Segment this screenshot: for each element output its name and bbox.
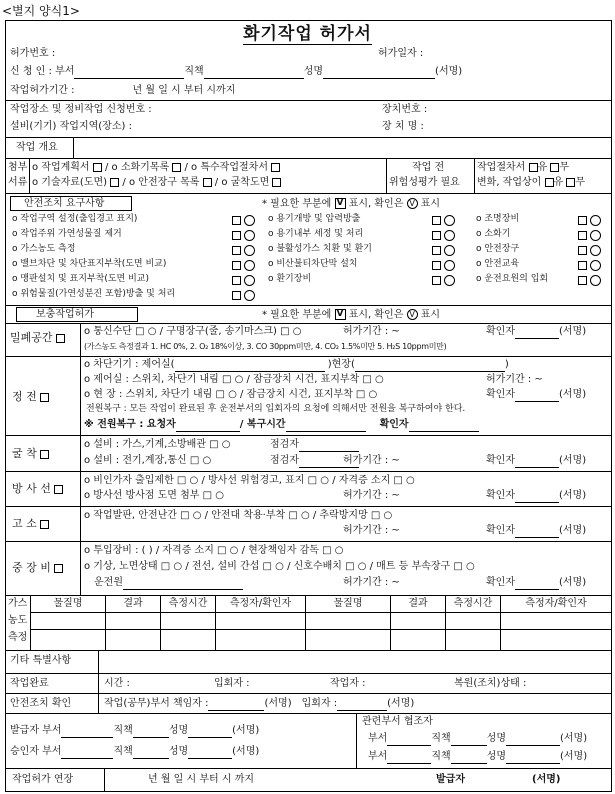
safety-item: o 용기내부 세정 및 처리 <box>268 229 364 239</box>
no-label: 무 <box>575 177 586 188</box>
permit-line: o 제어실 : 스위치, 차단기 내림 □ ○ / 잠금장치 시건, 표지부착 □ ○ <box>84 374 384 385</box>
confirm-field[interactable] <box>515 528 559 538</box>
applicant-sign: (서명) <box>435 66 463 77</box>
position-label: 직책 <box>113 746 133 757</box>
name-label: 성명 <box>486 733 506 744</box>
permit-line <box>84 545 343 558</box>
confirm-label: 확인자 <box>486 577 515 588</box>
safety-title: 안전조치 요구사항 <box>24 198 105 209</box>
checkbox[interactable] <box>545 178 554 187</box>
confirm-field[interactable] <box>515 580 559 590</box>
fill-field[interactable] <box>133 749 169 759</box>
checkbox[interactable] <box>432 246 441 255</box>
permit-label-text: 굴 착 <box>12 447 37 460</box>
risk-label-1: 작업 전 <box>412 162 445 173</box>
confirm-text: 작업(공무)부서 책임자 : <box>104 698 209 709</box>
name-label: 성명 <box>168 725 189 736</box>
confirm-field[interactable] <box>515 329 559 339</box>
checkbox[interactable] <box>529 163 538 172</box>
gas-col-header: 물질명 <box>333 598 363 609</box>
coop-row <box>368 751 587 764</box>
supp-title: 보충작업허가 <box>36 309 94 320</box>
gas-col-header: 측정자/확인자 <box>229 598 292 609</box>
yes-label: 유 <box>553 177 564 188</box>
check-pair[interactable] <box>432 215 455 228</box>
coop-label: 관련부서 협조자 <box>362 716 433 727</box>
gas-col-header: 측정시간 <box>453 598 493 609</box>
permit-line-text: o 차단기기 : 제어실( <box>84 359 175 370</box>
checkbox[interactable] <box>40 520 49 529</box>
permit-line: o 통신수단 □ ○ / 구명장구(줄, 송기마스크) □ ○ <box>84 326 302 337</box>
fill-field[interactable] <box>387 754 431 764</box>
permit-line-text: / 복구시간 <box>239 419 286 430</box>
safety-item: o 비산불티차단막 설치 <box>268 259 358 269</box>
permit-line-text: o 투입장비 : ( <box>84 545 146 556</box>
gas-row-line <box>30 612 612 613</box>
gas-row-line <box>30 629 612 630</box>
fill-field[interactable] <box>387 736 431 746</box>
period-text: 년 월 일 시 부터 시까지 <box>132 85 236 96</box>
form-title <box>0 24 615 45</box>
fill-field[interactable] <box>409 422 479 432</box>
permit-line: o 설비 : 전기,계장,통신 □ ○ <box>84 455 212 466</box>
checkbox[interactable] <box>232 276 241 285</box>
gas-col-header: 결과 <box>123 598 143 609</box>
safety-item: o 불활성가스 치환 및 환기 <box>268 244 372 254</box>
checkbox[interactable] <box>172 163 181 172</box>
attach-item: 기술자료(도면) <box>41 177 108 188</box>
confirm-circle[interactable] <box>244 215 255 226</box>
permit-date-label: 허가일자 : <box>378 48 424 59</box>
sign-label: (서명) <box>232 725 260 736</box>
permit-label-text: 정 전 <box>12 390 37 403</box>
permit-line: o 기상, 노면상태 □ ○ / 전선, 설비 간섭 □ ○ / 신호수배치 □ ○ / 매트 등 부속장구 □ ○ <box>84 561 475 572</box>
permit-label-text: 방 사 선 <box>12 482 51 495</box>
checkbox[interactable] <box>578 246 587 255</box>
attach-item: 안전장구 목록 <box>138 177 200 188</box>
fill-field[interactable] <box>451 736 487 746</box>
permit-line <box>94 577 243 590</box>
period-row <box>10 85 235 98</box>
checkbox[interactable] <box>432 276 441 285</box>
yes-label: 유 <box>537 162 548 173</box>
permit-no-label: 허가번호 : <box>10 48 56 59</box>
checkbox[interactable] <box>550 163 559 172</box>
permit-line <box>84 419 479 432</box>
permit-confirm <box>486 326 586 339</box>
applicant-dept-field[interactable] <box>74 69 184 79</box>
fill-field[interactable] <box>355 362 505 372</box>
sign-label: (서명) <box>264 698 292 709</box>
supp-note <box>262 309 440 322</box>
fill-field[interactable] <box>337 701 387 711</box>
permit-line: o 현 장 : 스위치, 차단기 내림 □ ○ / 잠금장치 시건, 표지부착 □ ○ <box>84 389 378 400</box>
applicant-row <box>10 66 462 79</box>
confirm-label: 확인자 <box>486 389 515 400</box>
applicant-position-field[interactable] <box>204 69 304 79</box>
location-place: 작업장소 및 정비작업 신청번호 : <box>10 104 152 115</box>
fill-field[interactable] <box>61 728 113 738</box>
safety-item: o 안전장구 <box>476 244 520 254</box>
permit-line-text: )현장( <box>324 359 355 370</box>
confirm-circle[interactable] <box>590 245 601 256</box>
sign-label: (서명) <box>558 455 587 466</box>
attach-row-2: o 기술자료(도면) / o 안전장구 목록 / o 굴착도면 <box>32 177 281 190</box>
permit-label-text: 고 소 <box>12 517 37 530</box>
confirm-circle[interactable] <box>244 275 255 286</box>
confirm-circle[interactable] <box>590 275 601 286</box>
complete-time: 시간 : <box>104 678 130 689</box>
approver-row <box>10 746 259 759</box>
permit-period: 허가기간 : ~ <box>343 455 400 466</box>
fill-field[interactable] <box>123 580 243 590</box>
permit-confirm <box>486 577 586 590</box>
checkbox[interactable] <box>110 178 119 187</box>
checkbox[interactable] <box>232 246 241 255</box>
permit-period: 허가기간 : ~ <box>486 374 543 385</box>
sign-label: (서명) <box>558 577 587 588</box>
checkbox[interactable] <box>272 178 281 187</box>
complete-worker: 작업자 : <box>330 678 366 689</box>
attach-item: 소화기목록 <box>120 162 170 173</box>
position-label: 직책 <box>431 733 451 744</box>
sign-label: (서명) <box>387 698 415 709</box>
permit-period: 허가기간 : ~ <box>343 490 400 501</box>
permit-line: o 방사선 방사점 도면 첨부 □ ○ <box>84 490 224 501</box>
checkbox[interactable] <box>40 393 49 402</box>
check-pair[interactable] <box>232 290 255 303</box>
permit-label <box>12 447 49 461</box>
attach-item: 굴착도면 <box>230 177 270 188</box>
permit-line-text: 확인자 <box>379 419 409 430</box>
confirm-circle[interactable] <box>444 230 455 241</box>
location-equip: 설비(기기) 작업지역(장소) : <box>10 121 132 132</box>
fill-field[interactable] <box>188 728 232 738</box>
fill-field[interactable] <box>208 701 264 711</box>
safety-item: o 환기장비 <box>268 274 312 284</box>
check-pair[interactable] <box>432 245 455 258</box>
sign-label: (서명) <box>232 746 260 757</box>
fill-field[interactable] <box>133 728 169 738</box>
form-tag: <별지 양식1> <box>2 4 80 18</box>
note-text: 표시, 확인은 <box>348 309 404 321</box>
safety-note <box>262 198 440 211</box>
confirm-field[interactable] <box>515 392 559 402</box>
approver-label: 승인자 부서 <box>10 746 62 757</box>
confirm-label: 확인자 <box>486 326 515 337</box>
check-pair[interactable] <box>578 215 601 228</box>
confirm-label: 확인자 <box>486 490 515 501</box>
circled-v-icon: V <box>407 309 418 320</box>
check-pair[interactable] <box>432 230 455 243</box>
safety-item: o 위험물질(가연성분진 포함)방출 및 처리 <box>12 289 176 299</box>
checkbox[interactable] <box>54 564 63 573</box>
confirm-circle[interactable] <box>244 230 255 241</box>
position-label: 직책 <box>431 751 451 762</box>
issuer-label: 발급자 부서 <box>10 725 62 736</box>
gas-label: 측정 <box>8 632 28 643</box>
dept-label: 부서 <box>368 733 388 744</box>
complete-label: 작업완료 <box>10 678 49 689</box>
permit-period: 허가기간 : ~ <box>343 525 400 536</box>
checkbox[interactable] <box>578 276 587 285</box>
v-mark-icon: V <box>335 198 346 209</box>
confirm-section-label: 안전조치 확인 <box>10 698 72 709</box>
fill-field[interactable] <box>506 754 560 764</box>
check-pair[interactable] <box>232 275 255 288</box>
v-mark-icon: V <box>335 309 346 320</box>
permit-label <box>12 517 49 531</box>
check-pair[interactable] <box>232 230 255 243</box>
confirm-witness: 입회자 : <box>301 698 338 709</box>
note-text: 표시 <box>420 309 441 321</box>
check-pair[interactable] <box>578 245 601 258</box>
applicant-position-label: 직책 <box>184 66 204 77</box>
checkbox[interactable] <box>232 261 241 270</box>
name-label: 성명 <box>168 746 189 757</box>
gas-col-header: 측정시간 <box>168 598 208 609</box>
gas-col-header: 측정자/확인자 <box>525 598 587 609</box>
checker <box>270 439 359 452</box>
permit-period: 허가기간 : ~ <box>343 326 400 337</box>
extend-sign: (서명) <box>532 774 561 785</box>
permit-label <box>12 390 49 404</box>
permit-line: 전원복구 : 모든 작업이 완료된 후 운전부서의 입회자의 요청에 의해서만 전원을 복구하여야 한다. <box>86 404 466 414</box>
complete-restore: 복원(조치)상태 : <box>454 678 527 689</box>
permit-confirm <box>486 490 586 503</box>
permit-line: (가스농도 측정결과 1. HC 0%, 2. O₂ 18%이상, 3. CO 30ppm미만, 4. CO₂ 1.5%미만 5. H₂S 10ppm미만) <box>84 342 447 351</box>
confirm-field[interactable] <box>515 458 559 468</box>
check-pair[interactable] <box>432 260 455 273</box>
permit-label <box>12 482 63 496</box>
safety-item: o 가스농도 측정 <box>12 244 76 254</box>
confirm-field[interactable] <box>515 493 559 503</box>
checkbox[interactable] <box>203 178 212 187</box>
checkbox[interactable] <box>40 450 49 459</box>
permit-line-text: ) / 자격증 소지 □ ○ / 현장책임자 감독 □ ○ <box>145 545 344 556</box>
check-pair[interactable] <box>232 245 255 258</box>
checkbox[interactable] <box>232 291 241 300</box>
safety-item: o 조명장비 <box>476 214 520 224</box>
confirm-circle[interactable] <box>444 215 455 226</box>
checkbox[interactable] <box>56 334 65 343</box>
note-text: * 필요한 부분에 <box>262 198 332 210</box>
gas-label: 가스 <box>8 598 28 609</box>
sign-label: (서명) <box>558 525 587 536</box>
permit-confirm <box>486 525 586 538</box>
period-label: 작업허가기간 : <box>10 85 75 96</box>
sign-label: (서명) <box>558 389 587 400</box>
safety-item: o 용기개방 및 압력방출 <box>268 214 361 224</box>
name-label: 성명 <box>486 751 506 762</box>
position-label: 직책 <box>113 725 133 736</box>
confirm-circle[interactable] <box>444 245 455 256</box>
gas-col-header: 물질명 <box>53 598 83 609</box>
confirm-circle[interactable] <box>244 260 255 271</box>
check-pair[interactable] <box>432 275 455 288</box>
proc-label: 작업절차서 <box>477 162 526 173</box>
dept-label: 부서 <box>368 751 388 762</box>
risk-label-2: 위험성평가 필요 <box>389 177 460 188</box>
confirm-row <box>104 698 414 711</box>
confirm-circle[interactable] <box>590 230 601 241</box>
gas-col-header: 결과 <box>408 598 428 609</box>
fill-field[interactable] <box>451 754 487 764</box>
applicant-name-label: 성명 <box>303 66 324 77</box>
gas-label: 농도 <box>8 615 28 626</box>
fill-field[interactable] <box>188 749 232 759</box>
confirm-label: 확인자 <box>486 455 515 466</box>
confirm-circle[interactable] <box>590 215 601 226</box>
form-title-text: 화기작업 허가서 <box>243 24 372 44</box>
extend-text: 년 월 일 시 부터 시 까지 <box>148 774 255 785</box>
permit-line-text: ※ 전원복구 : 요청자 <box>84 419 176 430</box>
check-pair[interactable] <box>578 230 601 243</box>
note-text: * 필요한 부분에 <box>262 309 332 321</box>
extend-issuer: 발급자 <box>436 774 465 785</box>
sign-label: (서명) <box>558 490 587 501</box>
confirm-label: 확인자 <box>486 525 515 536</box>
permit-line: o 설비 : 가스,기계,소방배관 □ ○ <box>84 439 231 450</box>
confirm-circle[interactable] <box>444 260 455 271</box>
extend-label: 작업허가 연장 <box>12 774 74 785</box>
applicant-label: 신 청 인 : 부서 <box>10 66 75 77</box>
fill-field[interactable] <box>506 736 560 746</box>
checkbox[interactable] <box>578 231 587 240</box>
gas-col-line <box>611 595 612 650</box>
permit-label-text: 중 장 비 <box>12 561 51 574</box>
overview-label: 작업 개요 <box>16 142 58 153</box>
device-name: 장 치 명 : <box>382 121 424 132</box>
checkbox[interactable] <box>93 163 102 172</box>
proc-label: 변화, 작업상이 <box>477 177 542 188</box>
safety-item: o 밸브차단 및 차단표지부착(도면 비교) <box>12 259 167 269</box>
special-label: 기타 특별사항 <box>10 655 72 666</box>
note-text: 표시, 확인은 <box>348 198 404 210</box>
checkbox[interactable] <box>232 231 241 240</box>
fill-field[interactable] <box>175 362 325 372</box>
confirm-circle[interactable] <box>590 260 601 271</box>
proc-row-2 <box>477 177 585 190</box>
safety-item: o 작업주위 가연성물질 제거 <box>12 229 122 239</box>
permit-line-text: 운전원 <box>94 577 123 588</box>
circled-v-icon: V <box>407 198 418 209</box>
permit-line: o 작업발판, 안전난간 □ ○ / 안전대 착용·부착 □ ○ / 추락방지망 □ ○ <box>84 510 393 521</box>
coop-row <box>368 733 587 746</box>
permit-label <box>12 561 63 575</box>
confirm-circle[interactable] <box>244 245 255 256</box>
permit-period: 허가기간 : ~ <box>343 577 400 588</box>
checkbox[interactable] <box>271 163 280 172</box>
checkbox[interactable] <box>54 485 63 494</box>
checkbox[interactable] <box>432 231 441 240</box>
attach-row-1: o 작업계획서 / o 소화기목록 / o 특수작업절차서 <box>32 162 280 175</box>
check-pair[interactable] <box>232 215 255 228</box>
permit-confirm <box>486 389 586 402</box>
device-no: 장치번호 : <box>382 104 428 115</box>
fill-field[interactable] <box>61 749 113 759</box>
check-pair[interactable] <box>232 260 255 273</box>
safety-item: o 맹판설치 및 표지부착(도면 비교) <box>12 274 149 284</box>
permit-confirm <box>486 455 586 468</box>
no-label: 무 <box>559 162 570 173</box>
sign-label: (서명) <box>558 326 587 337</box>
checkbox[interactable] <box>432 216 441 225</box>
attach-label-1: 첨부 <box>8 162 28 173</box>
safety-item: o 운전요원의 입회 <box>476 274 549 284</box>
attach-item: 특수작업절차서 <box>200 162 268 173</box>
safety-item: o 작업구역 설정(출입경고 표지) <box>12 214 138 224</box>
checkbox[interactable] <box>578 261 587 270</box>
check-pair[interactable] <box>578 260 601 273</box>
permit-line: o 비인가자 출입제한 □ ○ / 방사선 위험경고, 표지 □ ○ / 자격증 소지 □ ○ <box>84 475 415 486</box>
proc-row-1 <box>477 162 569 175</box>
permit-label-text: 밀폐공간 <box>10 331 53 344</box>
attach-label-2: 서류 <box>8 177 28 188</box>
complete-witness: 입회자 : <box>214 678 250 689</box>
confirm-circle[interactable] <box>244 290 255 301</box>
safety-item: o 소화기 <box>476 229 511 239</box>
checkbox[interactable] <box>432 261 441 270</box>
checker-label: 점검자 <box>270 455 299 466</box>
checker-field[interactable] <box>299 442 359 452</box>
attach-item: 작업계획서 <box>41 162 90 173</box>
checkbox[interactable] <box>232 216 241 225</box>
applicant-name-field[interactable] <box>323 69 435 79</box>
safety-item: o 안전교육 <box>476 259 520 269</box>
sign-label: (서명) <box>559 733 588 744</box>
issuer-row <box>10 725 259 738</box>
checker-label: 점검자 <box>270 439 299 450</box>
permit-line: o 차단기기 : 제어실( )현장( ) <box>84 359 509 370</box>
note-text: 표시 <box>420 198 441 210</box>
permit-label <box>10 331 65 345</box>
fill-field[interactable] <box>286 422 366 432</box>
checkbox[interactable] <box>578 216 587 225</box>
confirm-circle[interactable] <box>444 275 455 286</box>
check-pair[interactable] <box>578 275 601 288</box>
fill-field[interactable] <box>176 422 240 432</box>
sign-label: (서명) <box>559 751 588 762</box>
